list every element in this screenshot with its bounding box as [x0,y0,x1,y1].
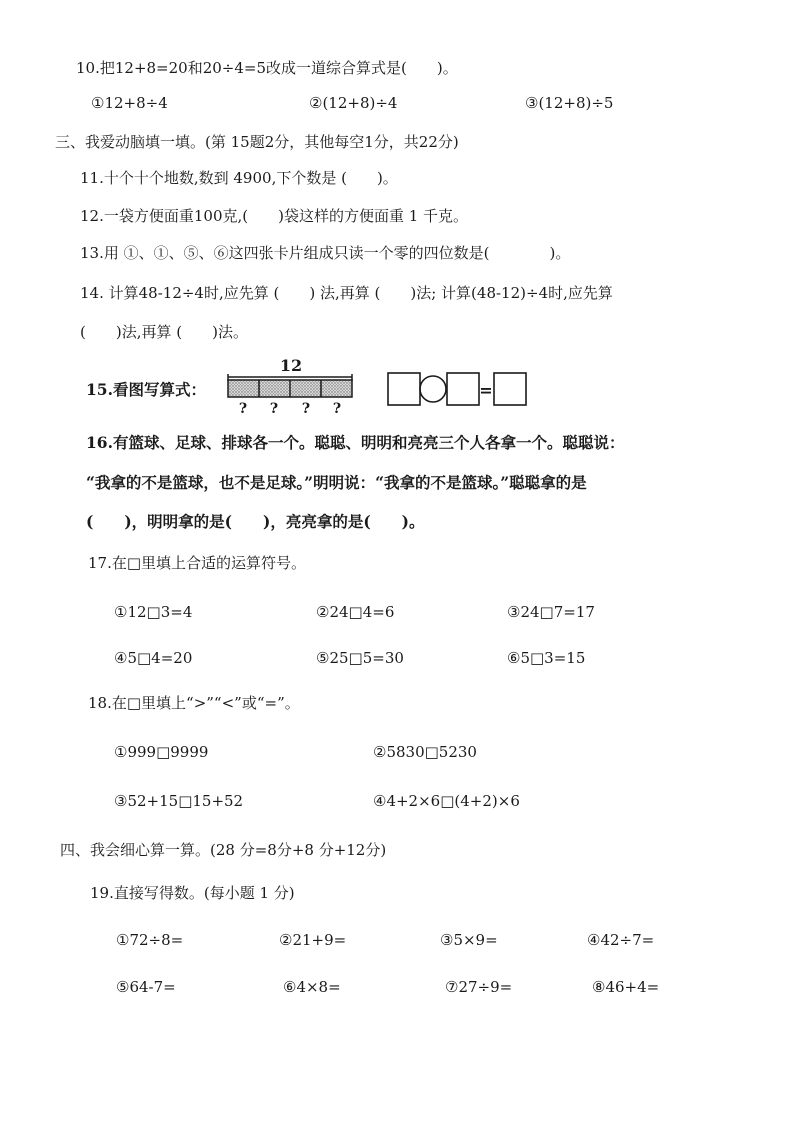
q10-option-1: ①12+8÷4 [91,94,168,112]
q14-line-2: ( )法,再算 ( )法。 [80,323,248,341]
q15-total-label: 12 [279,356,303,375]
q15-box-1[interactable] [388,373,420,405]
q15-part-label: ? [269,401,279,417]
q15-box-2[interactable] [447,373,479,405]
q16-line-3: ( )，明明拿的是( )，亮亮拿的是( )。 [86,512,425,531]
section-4-title: 四、我会细心算一算。(28 分=8分+8 分+12分) [60,841,387,859]
q17-item-1: ①12□3=4 [114,603,193,621]
q18-stem: 18.在□里填上“>”“<”或“=”。 [88,694,300,712]
q11-text: 11.十个十个地数,数到 4900,下个数是 ( )。 [80,169,398,187]
q15-tape-diagram [226,355,356,417]
q18-item-2: ②5830□5230 [373,743,477,761]
q19-item-2: ②21+9= [279,931,347,949]
q10-option-3: ③(12+8)÷5 [525,94,614,112]
q16-line-1: 16.有篮球、足球、排球各一个。聪聪、明明和亮亮三个人各拿一个。聪聪说： [86,433,625,452]
q17-item-3: ③24□7=17 [507,603,595,621]
q15-operator-circle[interactable] [420,376,446,402]
q15-box-result[interactable] [494,373,526,405]
section-3-title: 三、我爱动脑填一填。(第 15题2分，其他每空1分，共22分) [55,133,459,151]
q19-item-1: ①72÷8= [116,931,184,949]
q18-item-4: ④4+2×6□(4+2)×6 [373,792,520,810]
q19-item-8: ⑧46+4= [592,978,660,996]
q10-stem: 10.把12+8=20和20÷4=5改成一道综合算式是( )。 [76,59,458,77]
q16-line-2: “我拿的不是篮球，也不是足球。”明明说：“我拿的不是篮球。”聪聪拿的是 [86,473,587,492]
q15-equals-sign: = [479,381,493,400]
q15-stem: 15.看图写算式： [86,380,206,399]
q15-part-label: ? [332,401,342,417]
q13-text: 13.用 ①、①、⑤、⑥这四张卡片组成只读一个零的四位数是( )。 [80,244,571,262]
q19-item-7: ⑦27÷9= [445,978,513,996]
q18-item-3: ③52+15□15+52 [114,792,244,810]
q17-item-2: ②24□4=6 [316,603,395,621]
q15-part-label: ? [301,401,311,417]
q17-item-6: ⑥5□3=15 [507,649,586,667]
q10-option-2: ②(12+8)÷4 [309,94,398,112]
q15-answer-boxes [385,370,530,410]
q19-item-3: ③5×9= [440,931,498,949]
q15-part-label: ? [238,401,248,417]
q17-item-5: ⑤25□5=30 [316,649,404,667]
q14-line-1: 14. 计算48-12÷4时,应先算 ( ) 法,再算 ( )法; 计算(48-12)÷4时,应先算 [80,284,613,302]
q19-item-6: ⑥4×8= [283,978,341,996]
q19-item-5: ⑤64-7= [116,978,176,996]
q17-item-4: ④5□4=20 [114,649,193,667]
q18-item-1: ①999□9999 [114,743,209,761]
q12-text: 12.一袋方便面重100克,( )袋这样的方便面重 1 千克。 [80,207,469,225]
q17-stem: 17.在□里填上合适的运算符号。 [88,554,307,572]
q19-stem: 19.直接写得数。(每小题 1 分) [90,884,295,902]
q19-item-4: ④42÷7= [587,931,655,949]
